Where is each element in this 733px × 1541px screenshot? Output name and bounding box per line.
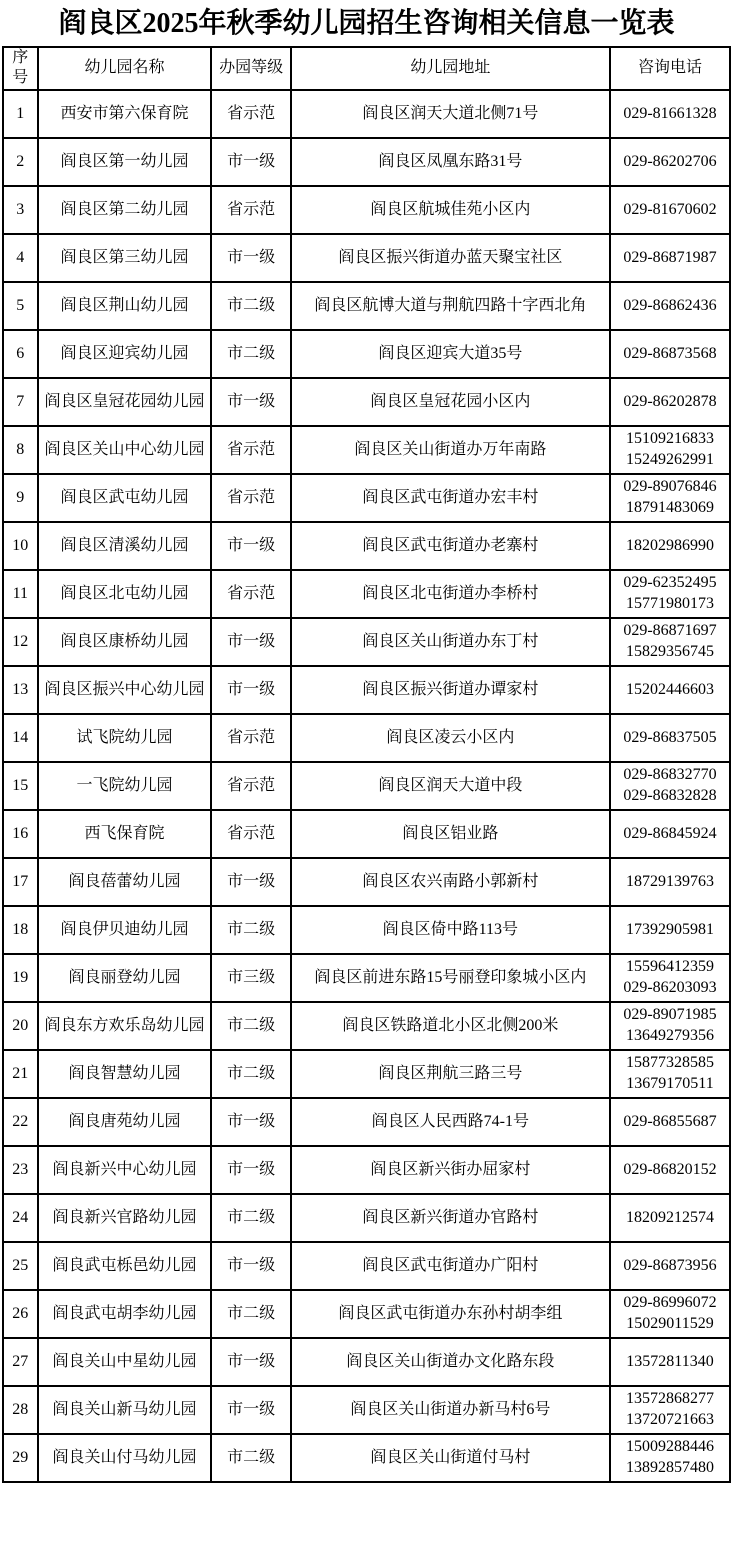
cell-phone: 18209212574 bbox=[610, 1194, 730, 1242]
table-body bbox=[3, 90, 730, 1482]
cell-address: 阎良区新兴街办屈家村 bbox=[291, 1146, 610, 1194]
cell-index: 29 bbox=[3, 1434, 38, 1482]
cell-phone: 18202986990 bbox=[610, 522, 730, 570]
cell-name: 阎良智慧幼儿园 bbox=[38, 1050, 212, 1098]
cell-phone: 029-86871697 15829356745 bbox=[610, 618, 730, 666]
cell-level: 市一级 bbox=[211, 858, 290, 906]
cell-level: 市二级 bbox=[211, 1050, 290, 1098]
cell-phone: 029-86837505 bbox=[610, 714, 730, 762]
cell-name: 阎良区武屯幼儿园 bbox=[38, 474, 212, 522]
cell-index: 28 bbox=[3, 1386, 38, 1434]
cell-address: 阎良区航城佳苑小区内 bbox=[291, 186, 610, 234]
cell-address: 阎良区武屯街道办东孙村胡李组 bbox=[291, 1290, 610, 1338]
table-row bbox=[3, 1098, 730, 1146]
cell-index: 10 bbox=[3, 522, 38, 570]
cell-phone: 029-86820152 bbox=[610, 1146, 730, 1194]
table-row bbox=[3, 1386, 730, 1434]
cell-phone: 029-86202878 bbox=[610, 378, 730, 426]
cell-level: 市一级 bbox=[211, 234, 290, 282]
cell-address: 阎良区倚中路113号 bbox=[291, 906, 610, 954]
cell-phone: 029-86871987 bbox=[610, 234, 730, 282]
cell-index: 14 bbox=[3, 714, 38, 762]
cell-phone: 15877328585 13679170511 bbox=[610, 1050, 730, 1098]
cell-name: 阎良区清溪幼儿园 bbox=[38, 522, 212, 570]
table-row bbox=[3, 1242, 730, 1290]
cell-name: 阎良区第二幼儿园 bbox=[38, 186, 212, 234]
cell-address: 阎良区新兴街道办官路村 bbox=[291, 1194, 610, 1242]
cell-address: 阎良区凌云小区内 bbox=[291, 714, 610, 762]
cell-index: 5 bbox=[3, 282, 38, 330]
cell-name: 阎良区迎宾幼儿园 bbox=[38, 330, 212, 378]
cell-name: 阎良区关山中心幼儿园 bbox=[38, 426, 212, 474]
table-row bbox=[3, 762, 730, 810]
cell-index: 17 bbox=[3, 858, 38, 906]
cell-index: 20 bbox=[3, 1002, 38, 1050]
table-row bbox=[3, 618, 730, 666]
cell-phone: 029-86845924 bbox=[610, 810, 730, 858]
cell-level: 省示范 bbox=[211, 570, 290, 618]
table-row bbox=[3, 810, 730, 858]
cell-name: 阎良关山付马幼儿园 bbox=[38, 1434, 212, 1482]
table-row bbox=[3, 474, 730, 522]
page-title: 阎良区2025年秋季幼儿园招生咨询相关信息一览表 bbox=[58, 8, 675, 39]
cell-phone: 029-86855687 bbox=[610, 1098, 730, 1146]
cell-name: 阎良唐苑幼儿园 bbox=[38, 1098, 212, 1146]
cell-index: 24 bbox=[3, 1194, 38, 1242]
cell-name: 阎良区第三幼儿园 bbox=[38, 234, 212, 282]
table-row bbox=[3, 426, 730, 474]
cell-level: 市二级 bbox=[211, 330, 290, 378]
cell-level: 市三级 bbox=[211, 954, 290, 1002]
cell-index: 25 bbox=[3, 1242, 38, 1290]
cell-level: 市一级 bbox=[211, 138, 290, 186]
cell-index: 22 bbox=[3, 1098, 38, 1146]
table-row bbox=[3, 1146, 730, 1194]
cell-name: 阎良东方欢乐岛幼儿园 bbox=[38, 1002, 212, 1050]
cell-address: 阎良区关山街道办万年南路 bbox=[291, 426, 610, 474]
table-row bbox=[3, 714, 730, 762]
cell-phone: 029-86202706 bbox=[610, 138, 730, 186]
cell-level: 市一级 bbox=[211, 1242, 290, 1290]
cell-level: 市一级 bbox=[211, 1386, 290, 1434]
cell-phone: 15202446603 bbox=[610, 666, 730, 714]
cell-name: 阎良丽登幼儿园 bbox=[38, 954, 212, 1002]
cell-level: 省示范 bbox=[211, 810, 290, 858]
cell-index: 11 bbox=[3, 570, 38, 618]
cell-index: 26 bbox=[3, 1290, 38, 1338]
header-row bbox=[3, 47, 730, 91]
cell-address: 阎良区润天大道中段 bbox=[291, 762, 610, 810]
header-index: 序号 bbox=[3, 47, 38, 91]
cell-address: 阎良区前进东路15号丽登印象城小区内 bbox=[291, 954, 610, 1002]
header-name: 幼儿园名称 bbox=[38, 47, 212, 91]
cell-address: 阎良区荆航三路三号 bbox=[291, 1050, 610, 1098]
table-row bbox=[3, 1002, 730, 1050]
cell-phone: 17392905981 bbox=[610, 906, 730, 954]
cell-level: 市二级 bbox=[211, 282, 290, 330]
cell-name: 阎良伊贝迪幼儿园 bbox=[38, 906, 212, 954]
cell-phone: 029-89076846 18791483069 bbox=[610, 474, 730, 522]
cell-index: 4 bbox=[3, 234, 38, 282]
table-row bbox=[3, 330, 730, 378]
cell-index: 8 bbox=[3, 426, 38, 474]
cell-level: 市二级 bbox=[211, 1290, 290, 1338]
cell-address: 阎良区武屯街道办广阳村 bbox=[291, 1242, 610, 1290]
cell-level: 省示范 bbox=[211, 714, 290, 762]
cell-address: 阎良区润天大道北侧71号 bbox=[291, 90, 610, 138]
cell-phone: 13572811340 bbox=[610, 1338, 730, 1386]
cell-index: 19 bbox=[3, 954, 38, 1002]
table-row bbox=[3, 1338, 730, 1386]
cell-name: 一飞院幼儿园 bbox=[38, 762, 212, 810]
table-row bbox=[3, 858, 730, 906]
cell-address: 阎良区北屯街道办李桥村 bbox=[291, 570, 610, 618]
table-row bbox=[3, 234, 730, 282]
header-phone: 咨询电话 bbox=[610, 47, 730, 91]
cell-index: 7 bbox=[3, 378, 38, 426]
cell-phone: 029-86873956 bbox=[610, 1242, 730, 1290]
cell-index: 6 bbox=[3, 330, 38, 378]
cell-index: 27 bbox=[3, 1338, 38, 1386]
cell-index: 23 bbox=[3, 1146, 38, 1194]
table-row bbox=[3, 1194, 730, 1242]
cell-level: 省示范 bbox=[211, 186, 290, 234]
table-row bbox=[3, 90, 730, 138]
cell-index: 21 bbox=[3, 1050, 38, 1098]
cell-phone: 18729139763 bbox=[610, 858, 730, 906]
cell-level: 市一级 bbox=[211, 1338, 290, 1386]
cell-level: 省示范 bbox=[211, 90, 290, 138]
table-row bbox=[3, 138, 730, 186]
cell-phone: 15009288446 13892857480 bbox=[610, 1434, 730, 1482]
cell-address: 阎良区人民西路74-1号 bbox=[291, 1098, 610, 1146]
cell-phone: 029-62352495 15771980173 bbox=[610, 570, 730, 618]
cell-level: 市二级 bbox=[211, 1434, 290, 1482]
header-address: 幼儿园地址 bbox=[291, 47, 610, 91]
cell-index: 1 bbox=[3, 90, 38, 138]
table-row bbox=[3, 378, 730, 426]
cell-address: 阎良区关山街道办新马村6号 bbox=[291, 1386, 610, 1434]
cell-name: 阎良关山新马幼儿园 bbox=[38, 1386, 212, 1434]
cell-phone: 13572868277 13720721663 bbox=[610, 1386, 730, 1434]
cell-name: 西飞保育院 bbox=[38, 810, 212, 858]
cell-address: 阎良区航博大道与荆航四路十字西北角 bbox=[291, 282, 610, 330]
table-row bbox=[3, 522, 730, 570]
cell-phone: 15596412359 029-86203093 bbox=[610, 954, 730, 1002]
cell-name: 西安市第六保育院 bbox=[38, 90, 212, 138]
cell-level: 市一级 bbox=[211, 1146, 290, 1194]
cell-phone: 029-81661328 bbox=[610, 90, 730, 138]
cell-phone: 15109216833 15249262991 bbox=[610, 426, 730, 474]
cell-level: 市一级 bbox=[211, 618, 290, 666]
cell-level: 省示范 bbox=[211, 474, 290, 522]
table-row bbox=[3, 1050, 730, 1098]
cell-name: 阎良区皇冠花园幼儿园 bbox=[38, 378, 212, 426]
table-header bbox=[3, 47, 730, 91]
cell-address: 阎良区铁路道北小区北侧200米 bbox=[291, 1002, 610, 1050]
table-row bbox=[3, 570, 730, 618]
cell-level: 市一级 bbox=[211, 1098, 290, 1146]
cell-name: 试飞院幼儿园 bbox=[38, 714, 212, 762]
cell-address: 阎良区武屯街道办宏丰村 bbox=[291, 474, 610, 522]
cell-level: 市二级 bbox=[211, 1002, 290, 1050]
cell-level: 市二级 bbox=[211, 1194, 290, 1242]
cell-name: 阎良武屯胡李幼儿园 bbox=[38, 1290, 212, 1338]
table-row bbox=[3, 906, 730, 954]
cell-index: 2 bbox=[3, 138, 38, 186]
cell-phone: 029-86832770 029-86832828 bbox=[610, 762, 730, 810]
cell-level: 市二级 bbox=[211, 906, 290, 954]
cell-address: 阎良区农兴南路小郭新村 bbox=[291, 858, 610, 906]
table-row bbox=[3, 666, 730, 714]
cell-name: 阎良区北屯幼儿园 bbox=[38, 570, 212, 618]
cell-phone: 029-81670602 bbox=[610, 186, 730, 234]
cell-name: 阎良区振兴中心幼儿园 bbox=[38, 666, 212, 714]
cell-name: 阎良新兴中心幼儿园 bbox=[38, 1146, 212, 1194]
cell-level: 市一级 bbox=[211, 522, 290, 570]
cell-level: 市一级 bbox=[211, 378, 290, 426]
cell-name: 阎良蓓蕾幼儿园 bbox=[38, 858, 212, 906]
table-row bbox=[3, 1434, 730, 1482]
cell-address: 阎良区武屯街道办老寨村 bbox=[291, 522, 610, 570]
kindergarten-info-table bbox=[2, 46, 731, 1484]
cell-phone: 029-86862436 bbox=[610, 282, 730, 330]
table-row bbox=[3, 954, 730, 1002]
table-row bbox=[3, 186, 730, 234]
cell-name: 阎良新兴官路幼儿园 bbox=[38, 1194, 212, 1242]
cell-address: 阎良区振兴街道办谭家村 bbox=[291, 666, 610, 714]
cell-address: 阎良区皇冠花园小区内 bbox=[291, 378, 610, 426]
cell-phone: 029-86996072 15029011529 bbox=[610, 1290, 730, 1338]
cell-level: 省示范 bbox=[211, 762, 290, 810]
cell-address: 阎良区关山街道付马村 bbox=[291, 1434, 610, 1482]
cell-index: 15 bbox=[3, 762, 38, 810]
table-row bbox=[3, 282, 730, 330]
cell-phone: 029-86873568 bbox=[610, 330, 730, 378]
cell-level: 市一级 bbox=[211, 666, 290, 714]
cell-address: 阎良区迎宾大道35号 bbox=[291, 330, 610, 378]
cell-name: 阎良区第一幼儿园 bbox=[38, 138, 212, 186]
cell-address: 阎良区关山街道办东丁村 bbox=[291, 618, 610, 666]
cell-level: 省示范 bbox=[211, 426, 290, 474]
cell-index: 13 bbox=[3, 666, 38, 714]
cell-index: 9 bbox=[3, 474, 38, 522]
cell-name: 阎良武屯栎邑幼儿园 bbox=[38, 1242, 212, 1290]
cell-name: 阎良区康桥幼儿园 bbox=[38, 618, 212, 666]
table-row bbox=[3, 1290, 730, 1338]
cell-name: 阎良关山中星幼儿园 bbox=[38, 1338, 212, 1386]
cell-phone: 029-89071985 13649279356 bbox=[610, 1002, 730, 1050]
cell-index: 12 bbox=[3, 618, 38, 666]
cell-index: 16 bbox=[3, 810, 38, 858]
header-level: 办园等级 bbox=[211, 47, 290, 91]
cell-address: 阎良区关山街道办文化路东段 bbox=[291, 1338, 610, 1386]
cell-address: 阎良区凤凰东路31号 bbox=[291, 138, 610, 186]
cell-address: 阎良区铝业路 bbox=[291, 810, 610, 858]
cell-index: 3 bbox=[3, 186, 38, 234]
cell-index: 18 bbox=[3, 906, 38, 954]
cell-name: 阎良区荆山幼儿园 bbox=[38, 282, 212, 330]
cell-address: 阎良区振兴街道办蓝天聚宝社区 bbox=[291, 234, 610, 282]
